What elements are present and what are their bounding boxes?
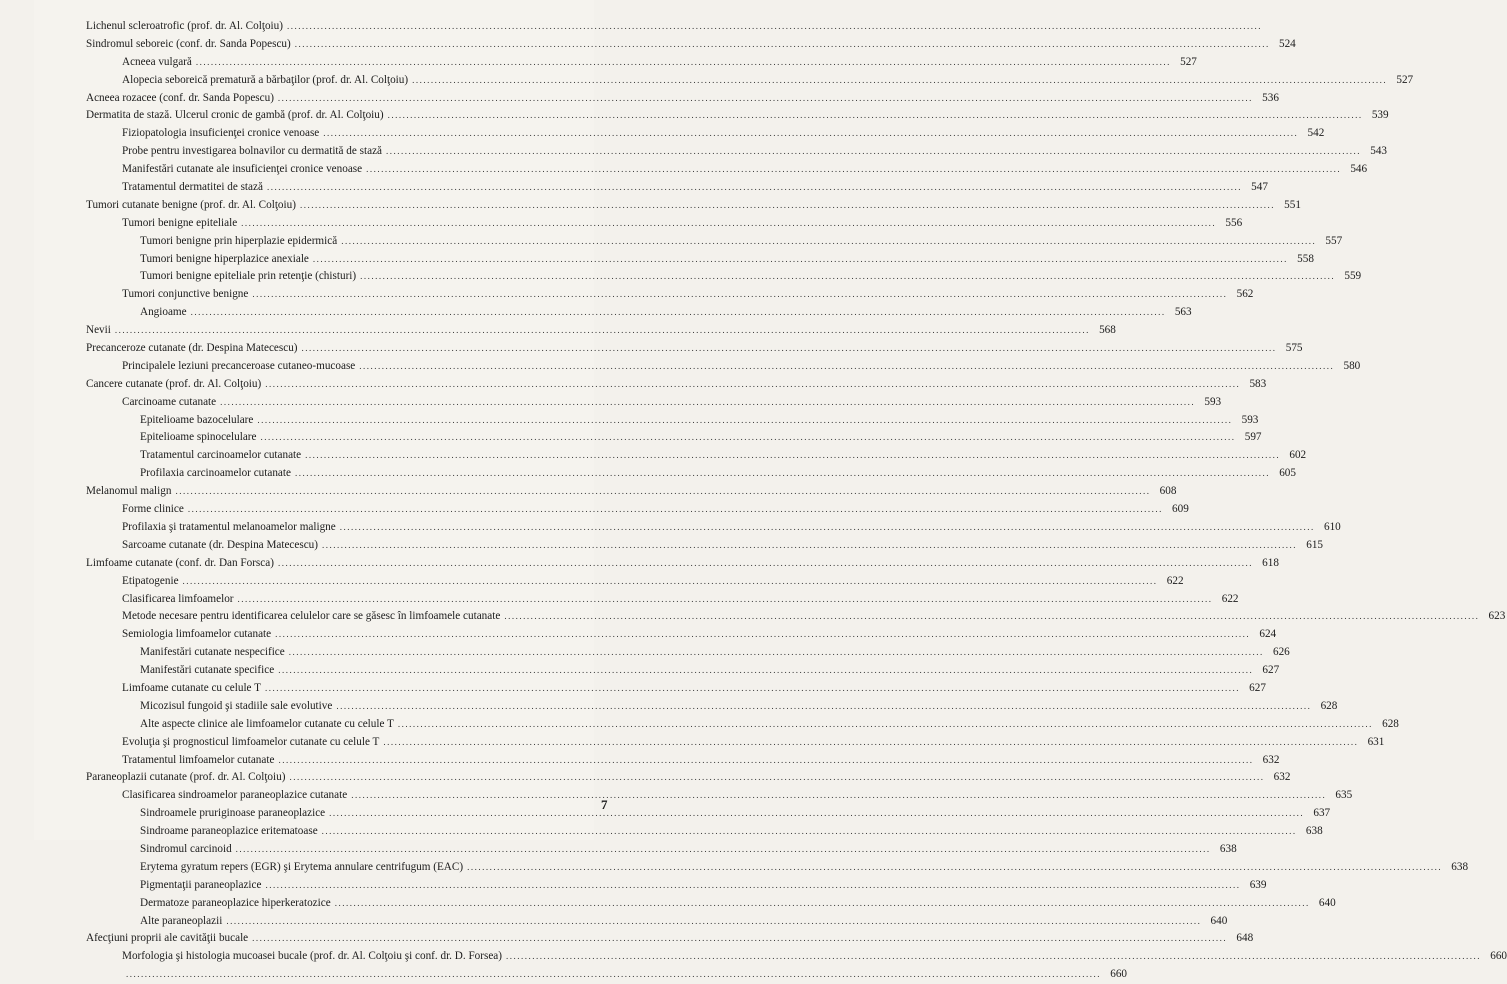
dot-leader	[360, 268, 1335, 286]
toc-entry	[86, 930, 1254, 948]
dot-leader	[287, 18, 1262, 36]
toc-entry	[86, 304, 1192, 322]
toc-entry	[86, 734, 1385, 752]
toc-entry-title: Epitelioame spinocelulare	[140, 431, 257, 444]
toc-entry-title: Sarcoame cutanate (dr. Despina Matecescu)	[122, 538, 318, 551]
toc-entry-page: 622	[1221, 592, 1239, 605]
toc-entry	[86, 90, 1279, 108]
toc-entry-page: 557	[1325, 234, 1343, 247]
toc-entry-title: Alte paraneoplazii	[140, 914, 223, 927]
toc-entry-page: 637	[1313, 807, 1331, 820]
toc-entry-title: Tratamentul dermatitei de stază	[122, 181, 263, 194]
toc-entry	[86, 626, 1277, 644]
toc-entry-title: Micozisul fungoid şi stadiile sale evolutive	[140, 699, 333, 712]
dot-leader	[278, 752, 1253, 770]
toc-entry	[86, 358, 1361, 376]
toc-entry-page: 556	[1225, 216, 1243, 229]
dot-leader	[278, 555, 1253, 573]
toc-entry	[86, 698, 1338, 716]
toc-entry	[86, 644, 1290, 662]
dot-leader	[289, 769, 1264, 787]
dot-leader	[238, 591, 1213, 609]
toc-entry	[86, 769, 1291, 787]
dot-leader	[467, 859, 1442, 877]
book-page	[34, 0, 1507, 981]
toc-entry-page: 597	[1244, 431, 1262, 444]
dot-leader	[191, 304, 1166, 322]
toc-entry-title: Nevii	[86, 324, 111, 337]
toc-entry-page: 536	[1262, 91, 1279, 104]
toc-entry	[86, 36, 1296, 54]
dot-leader	[388, 107, 1363, 125]
toc-entry-title: Manifestări cutanate ale insuficienţei cronice venoase	[122, 163, 363, 176]
toc-entry-page: 635	[1335, 789, 1353, 802]
toc-entry-page: 626	[1272, 646, 1290, 659]
toc-entry-page: 631	[1367, 735, 1385, 748]
toc-entry	[86, 895, 1336, 913]
toc-entry-title: Acneea rozacee (conf. dr. Sanda Popescu)	[86, 91, 274, 104]
toc-entry	[86, 54, 1197, 72]
dot-leader	[236, 841, 1211, 859]
toc-entry	[86, 412, 1259, 430]
dot-leader	[257, 412, 1232, 430]
dot-leader	[175, 483, 1150, 501]
toc-entry-title: Paraneoplazii cutanate (prof. dr. Al. Colţoiu)	[86, 771, 286, 784]
toc-entry	[86, 716, 1399, 734]
dot-leader	[336, 698, 1311, 716]
toc-entry	[86, 966, 1127, 984]
toc-entry	[86, 877, 1267, 895]
toc-entry	[86, 591, 1239, 609]
toc-entry-title: Dermatita de stază. Ulcerul cronic de gambă (prof. dr. Al. Colţoiu)	[86, 109, 384, 122]
dot-leader	[335, 895, 1310, 913]
toc-entry-title: Tumori conjunctive benigne	[122, 288, 249, 301]
toc-entry-page: 615	[1306, 538, 1323, 551]
toc-entry	[86, 179, 1268, 197]
toc-entry-page: 593	[1204, 395, 1222, 408]
dot-leader	[323, 125, 1298, 143]
toc-entry-title: Principalele leziuni precanceroase cutaneo-mucoase	[122, 359, 356, 372]
toc-entry-title: Angioame	[140, 306, 187, 319]
dot-leader	[322, 823, 1297, 841]
dot-leader	[302, 340, 1277, 358]
toc-entry-page: 618	[1262, 556, 1279, 569]
dot-leader	[504, 608, 1479, 626]
toc-entry	[86, 125, 1325, 143]
toc-entry-page: 632	[1262, 753, 1280, 766]
toc-entry	[86, 322, 1116, 340]
toc-entry-page: 562	[1236, 288, 1254, 301]
toc-entry-title: Tumori cutanate benigne (prof. dr. Al. Colţoiu)	[86, 198, 296, 211]
toc-entry-page: 527	[1180, 55, 1197, 68]
toc-entry-title: Etipatogenie	[122, 574, 179, 587]
toc-entry-title: Sindromul carcinoid	[140, 842, 232, 855]
dot-leader	[351, 787, 1326, 805]
dot-leader	[295, 465, 1270, 483]
dot-leader	[252, 930, 1227, 948]
toc-entry	[86, 268, 1362, 286]
toc-entry-title: Alopecia seboreică prematură a bărbaţilor (prof. dr. Al. Colţoiu)	[122, 73, 409, 86]
toc-entry	[86, 197, 1301, 215]
toc-entry-title: Profilaxia şi tratamentul melanoamelor maligne	[122, 520, 336, 533]
toc-entry-title: Tratamentul carcinoamelor cutanate	[140, 449, 302, 462]
dot-leader	[300, 197, 1275, 215]
toc-entry-title: Semiologia limfoamelor cutanate	[122, 628, 272, 641]
dot-leader	[359, 358, 1334, 376]
toc-entry	[86, 913, 1228, 931]
toc-entry-title: Probe pentru investigarea bolnavilor cu dermatită de stază	[122, 145, 383, 158]
toc-entry-page: 527	[1396, 73, 1414, 86]
toc-entry-page: 580	[1343, 359, 1361, 372]
page-number: 7	[601, 797, 608, 812]
toc-entry-page: 563	[1174, 306, 1192, 319]
toc-entry-page: 624	[1259, 628, 1277, 641]
dot-leader	[366, 161, 1341, 179]
toc-entry-title: Limfoame cutanate (conf. dr. Dan Forsca)	[86, 556, 274, 569]
dot-leader	[278, 662, 1253, 680]
toc-entry	[86, 465, 1296, 483]
toc-entry-title: Dermatoze paraneoplazice hiperkeratozice	[140, 896, 331, 909]
toc-entry-page: 547	[1251, 181, 1268, 194]
dot-leader	[322, 537, 1297, 555]
toc-entry-page: 638	[1305, 825, 1323, 838]
toc-entry-title: Lichenul scleroatrofic (prof. dr. Al. Colţoiu)	[86, 20, 283, 32]
dot-leader	[278, 90, 1253, 108]
toc-entry	[86, 519, 1341, 537]
dot-leader	[241, 215, 1216, 233]
toc-entry-title: Epitelioame bazocelulare	[140, 413, 254, 426]
toc-entry-page: 609	[1172, 503, 1189, 516]
toc-entry	[86, 161, 1368, 179]
toc-entry-title: Manifestări cutanate specifice	[140, 664, 275, 677]
toc-entry-page: 632	[1273, 771, 1291, 784]
toc-entry	[86, 18, 608, 36]
dot-leader	[267, 179, 1242, 197]
toc-entry	[86, 376, 1267, 394]
toc-entry-title: Sindroame paraneoplazice eritematoase	[140, 825, 318, 838]
toc-entry	[86, 501, 1189, 519]
toc-entry-title: Forme clinice	[122, 503, 184, 516]
toc-entry-page: 640	[1210, 914, 1228, 927]
dot-leader	[329, 805, 1304, 823]
toc-entry-title: Tumori benigne prin hiperplazie epidermică	[140, 234, 338, 247]
toc-entry-title: Morfologia şi histologia mucoasei bucale (prof. dr. Al. Colţoiu şi conf. dr. D. Forsea)	[122, 950, 503, 963]
toc-entry	[86, 680, 1266, 698]
toc-entry	[86, 752, 1280, 770]
toc-entry-page: 648	[1236, 932, 1254, 945]
toc-entry-page: 583	[1249, 377, 1267, 390]
toc-entry	[86, 841, 1237, 859]
toc-entry	[86, 394, 1222, 412]
dot-leader	[265, 376, 1240, 394]
toc-entry-title: Erytema gyratum repers (EGR) şi Erytema annulare centrifugum (EAC)	[140, 860, 464, 873]
toc-entry-title: Precanceroze cutanate (dr. Despina Matecescu)	[86, 342, 298, 355]
toc-entry-title: Metode necesare pentru identificarea celulelor care se găsesc în limfoamele cutanate	[122, 610, 501, 623]
toc-entry-title: Clasificarea limfoamelor	[122, 592, 234, 605]
dot-leader	[265, 680, 1240, 698]
dot-leader	[340, 519, 1315, 537]
toc-entry	[86, 107, 1389, 125]
dot-leader	[383, 734, 1358, 752]
dot-leader	[265, 877, 1240, 895]
toc-entry-page: 542	[1307, 127, 1325, 140]
toc-entry	[86, 251, 1314, 269]
dot-leader	[412, 72, 1387, 90]
dot-leader	[183, 573, 1158, 591]
toc-entry-title: Afecţiuni proprii ale cavităţii bucale	[86, 932, 249, 945]
toc-entry-title: Limfoame cutanate cu celule T	[122, 681, 261, 694]
toc-entry	[86, 483, 1177, 501]
toc-entry-title: Carcinoame cutanate	[122, 395, 217, 408]
toc-entry-page: 628	[1320, 699, 1338, 712]
toc-entry-title: Manifestări cutanate nespecifice	[140, 646, 285, 659]
toc-entry-page: 660	[1490, 950, 1507, 963]
toc-entry	[86, 608, 1506, 626]
toc-entry	[86, 662, 1280, 680]
toc-entry	[86, 823, 1323, 841]
dot-leader	[261, 429, 1236, 447]
toc-entry-title: Pigmentaţii paraneoplazice	[140, 878, 262, 891]
toc-entry-title: Clasificarea sindroamelor paraneoplazice cutanate	[122, 789, 348, 802]
toc-entry	[86, 555, 1279, 573]
toc-entry-title: Sindromul seboreic (conf. dr. Sanda Popescu)	[86, 37, 291, 50]
toc-entry-page: 575	[1285, 342, 1303, 355]
toc-entry-page: 610	[1323, 520, 1341, 533]
toc-entry	[86, 143, 1388, 161]
dot-leader	[313, 251, 1288, 269]
toc-entry-page: 608	[1159, 485, 1177, 498]
toc-entry-title: Evoluţia şi prognosticul limfoamelor cutanate cu celule T	[122, 735, 380, 748]
toc-entry	[86, 948, 1507, 966]
dot-leader	[506, 948, 1481, 966]
dot-leader	[126, 966, 1101, 984]
toc-entry	[86, 215, 1243, 233]
toc-entry	[86, 537, 1323, 555]
toc-entry	[86, 447, 1307, 465]
toc-entry-page: 559	[1344, 270, 1362, 283]
toc-entry-page: 623	[1488, 610, 1506, 623]
toc-entry-title: Acneea vulgară	[122, 55, 192, 68]
toc-entry-page: 605	[1279, 467, 1296, 480]
toc-entry-page: 627	[1249, 681, 1266, 694]
toc-entry-title: Fiziopatologia insuficienţei cronice venoase	[122, 127, 320, 140]
toc-entry-page: 628	[1382, 717, 1399, 730]
dot-leader	[115, 322, 1090, 340]
toc-entry-page: 622	[1166, 574, 1184, 587]
toc-entry	[86, 233, 1343, 251]
toc-entry-title: Melanomul malign	[86, 485, 172, 498]
toc-entry	[86, 72, 1414, 90]
toc-entry-page: 558	[1297, 252, 1314, 265]
dot-leader	[188, 501, 1163, 519]
toc-entry-title: Sindroamele pruriginoase paraneoplazice	[140, 807, 326, 820]
toc-entry	[86, 787, 1353, 805]
dot-leader	[252, 286, 1227, 304]
toc-entry-page: 524	[1278, 37, 1296, 50]
dot-leader	[295, 36, 1270, 54]
toc-entry-page: 627	[1262, 664, 1280, 677]
toc-entry-page: 543	[1370, 145, 1388, 158]
table-of-contents	[86, 18, 1507, 984]
toc-entry	[86, 805, 1331, 823]
dot-leader	[226, 913, 1201, 931]
toc-entry-page: 638	[1451, 860, 1469, 873]
toc-entry	[86, 429, 1262, 447]
toc-entry-page: 593	[1241, 413, 1259, 426]
toc-entry	[86, 859, 1469, 877]
dot-leader	[305, 447, 1280, 465]
toc-entry-page: 551	[1284, 198, 1301, 211]
dot-leader	[386, 143, 1361, 161]
dot-leader	[341, 233, 1316, 251]
toc-entry-title: Tumori benigne epiteliale prin retenţie (chisturi)	[140, 270, 357, 283]
toc-entry	[86, 286, 1254, 304]
dot-leader	[196, 54, 1171, 72]
toc-entry-title: Tratamentul limfoamelor cutanate	[122, 753, 275, 766]
toc-entry-page: 602	[1289, 449, 1307, 462]
toc-entry-page: 640	[1318, 896, 1336, 909]
dot-leader	[398, 716, 1373, 734]
toc-entry-title: Cancere cutanate (prof. dr. Al. Colţoiu)	[86, 377, 262, 390]
toc-entry-page: 639	[1249, 878, 1267, 891]
toc-entry-page: 539	[1371, 109, 1389, 122]
toc-entry-title: Tumori benigne hiperplazice anexiale	[140, 252, 309, 265]
toc-entry	[86, 573, 1184, 591]
toc-entry-page: 568	[1099, 324, 1116, 337]
toc-entry-page: 546	[1350, 163, 1368, 176]
toc-entry-title: Profilaxia carcinoamelor cutanate	[140, 467, 291, 480]
dot-leader	[289, 644, 1264, 662]
dot-leader	[220, 394, 1195, 412]
toc-entry	[86, 340, 1303, 358]
dot-leader	[275, 626, 1250, 644]
toc-entry-page: 638	[1219, 842, 1237, 855]
toc-entry-title: Tumori benigne epiteliale	[122, 216, 238, 229]
toc-entry-title: Alte aspecte clinice ale limfoamelor cutanate cu celule T	[140, 717, 394, 730]
toc-entry-page: 660	[1110, 968, 1127, 981]
